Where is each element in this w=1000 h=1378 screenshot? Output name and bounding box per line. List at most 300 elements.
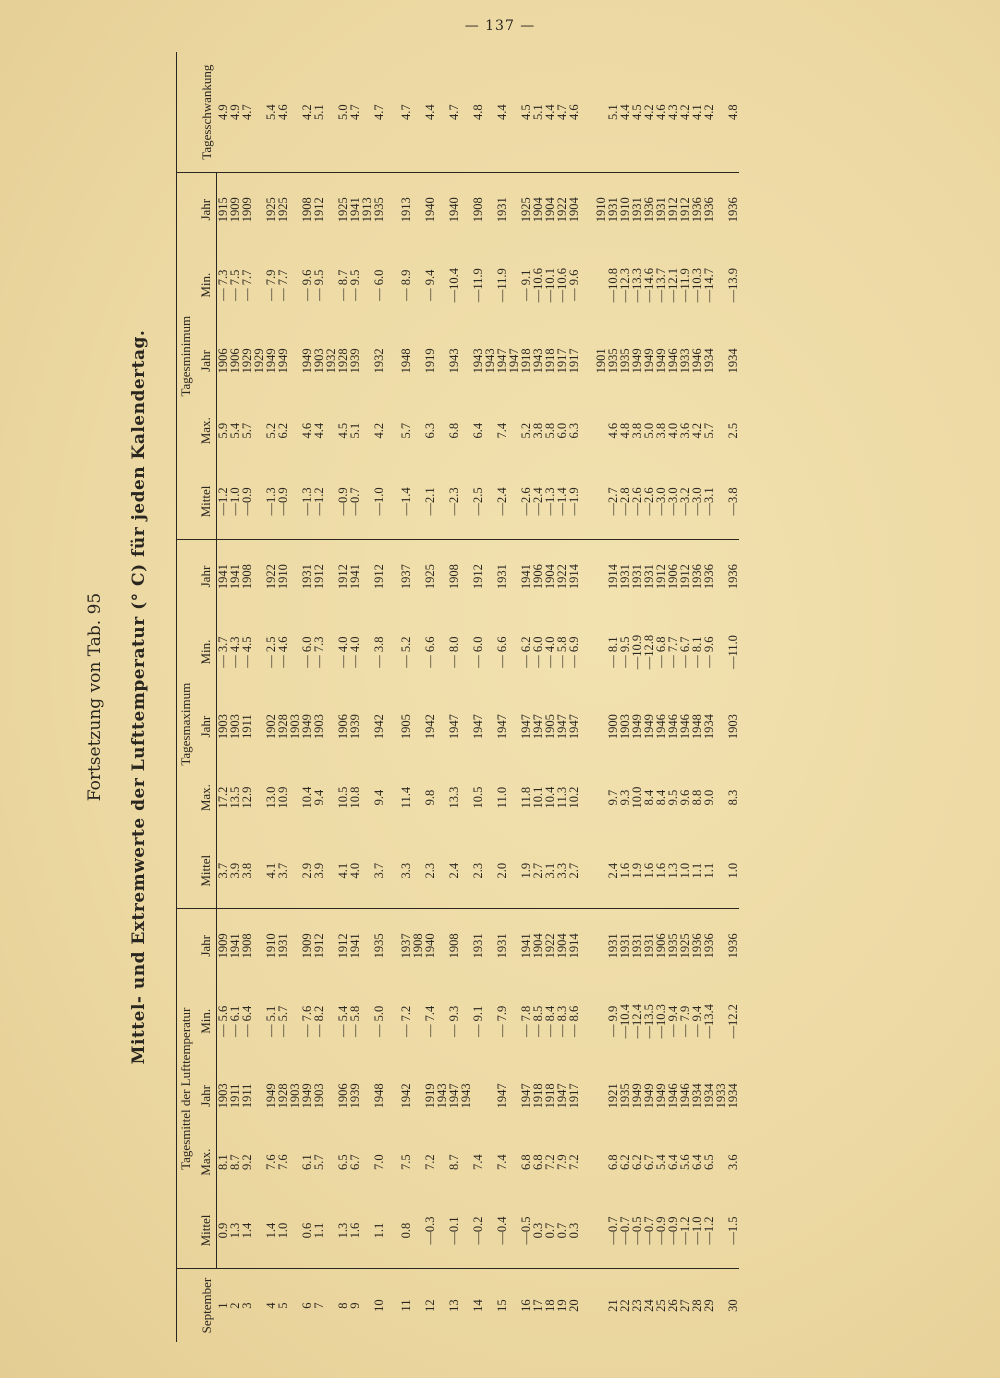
table-cell: 1909 xyxy=(241,173,253,246)
table-cell: 1931 xyxy=(607,173,619,246)
table-row xyxy=(595,52,607,1342)
table-cell: — 7.4 xyxy=(423,1005,437,1037)
table-cell: —2.4 xyxy=(495,487,509,516)
table-cell: 1949 xyxy=(300,1083,314,1109)
table-cell: 1918 xyxy=(519,348,533,374)
table-row xyxy=(532,52,544,1342)
table-row xyxy=(301,52,313,1342)
table-cell: 7.4 xyxy=(471,1154,485,1170)
table-cell: 2.0 xyxy=(495,862,509,879)
table-row xyxy=(484,52,496,1342)
table-cell: 4.8 xyxy=(726,104,740,120)
table-cell: 1909 xyxy=(217,909,230,982)
table-cell: 5.7 xyxy=(240,422,254,439)
table-cell: 1918 xyxy=(531,1083,545,1109)
table-cell: —10.6 xyxy=(531,268,545,303)
table-cell: 2.3 xyxy=(423,862,437,879)
table-cell: 1946 xyxy=(690,348,704,374)
table-cell: — 9.5 xyxy=(312,269,326,301)
table-cell: 4.2 xyxy=(642,104,656,120)
table-cell: 2.4 xyxy=(447,862,461,879)
table-title: Mittel- und Extremwerte der Lufttemperatur (° C) für jeden Kalendertag. xyxy=(129,329,149,1065)
table-cell: 1946 xyxy=(678,1083,692,1109)
table-cell: 1906 xyxy=(336,714,350,740)
spacer-cell xyxy=(580,691,595,762)
table-cell: 9.5 xyxy=(666,789,680,806)
table-cell: 6.4 xyxy=(690,1154,704,1170)
table-cell: — 8.3 xyxy=(555,1005,569,1037)
table-cell: —2.6 xyxy=(519,487,533,516)
table-cell: 1941 xyxy=(520,540,532,613)
table-cell: — 9.3 xyxy=(447,1005,461,1037)
table-cell: 1948 xyxy=(399,348,413,374)
table-cell: 3.6 xyxy=(726,1154,740,1170)
table-cell: 3.9 xyxy=(228,862,242,879)
table-cell: 1911 xyxy=(228,1083,242,1109)
table-cell: 1914 xyxy=(568,540,580,613)
table-cell: 1917 xyxy=(567,348,581,374)
table-cell: 4.2 xyxy=(690,422,704,439)
table-cell: —3.0 xyxy=(654,487,668,516)
table-cell: 7.2 xyxy=(423,1154,437,1170)
table-row xyxy=(217,52,230,1342)
table-cell: —2.6 xyxy=(642,487,656,516)
table-cell: —2.4 xyxy=(531,487,545,516)
table-cell: 8.4 xyxy=(654,789,668,806)
table-cell: 1931 xyxy=(643,909,655,982)
table-cell: — 7.7 xyxy=(240,269,254,301)
table-cell: —1.0 xyxy=(228,487,242,516)
table-cell: — 5.8 xyxy=(348,1005,362,1037)
table-cell: 11.4 xyxy=(399,786,413,809)
spacer-cell xyxy=(580,540,595,613)
table-cell: 1928 xyxy=(276,1083,290,1109)
table-cell: 3 xyxy=(241,1269,253,1342)
table-cell: 30 xyxy=(727,1269,739,1342)
table-cell: 1908 xyxy=(241,540,253,613)
table-cell: 1939 xyxy=(348,348,362,374)
table-cell: 1947 xyxy=(567,714,581,740)
table-cell: 1947 xyxy=(495,1083,509,1109)
table-cell: 4.4 xyxy=(543,104,557,120)
table-cell: 1925 xyxy=(424,540,436,613)
tagesschwankung-header: Tagesschwankung xyxy=(198,64,214,160)
table-cell: —10.1 xyxy=(543,268,557,303)
table-cell: — 6.7 xyxy=(678,636,692,668)
spacer-cell xyxy=(385,1193,400,1269)
table-cell: 5.0 xyxy=(642,422,656,439)
table-cell: 1929 xyxy=(240,348,254,374)
table-cell: 5.4 xyxy=(654,1154,668,1170)
tagesmaximum-group-header: Tagesmaximum xyxy=(176,540,196,909)
table-cell: 1947 xyxy=(495,714,509,740)
table-cell: 1901 xyxy=(594,348,608,374)
table-cell: 1903 xyxy=(216,714,230,740)
table-cell: 8.8 xyxy=(690,789,704,806)
table-cell: 1903 xyxy=(312,714,326,740)
table-cell: 1929 xyxy=(252,348,266,374)
table-cell: —14.7 xyxy=(702,268,716,303)
table-cell: — 8.5 xyxy=(531,1005,545,1037)
table-cell: 1949 xyxy=(642,1083,656,1109)
table-cell: — 6.8 xyxy=(654,636,668,668)
table-cell: 1.0 xyxy=(726,862,740,879)
table-cell: 2.7 xyxy=(567,862,581,879)
table-cell: —0.1 xyxy=(447,1216,461,1245)
table-cell: — 6.1 xyxy=(228,1005,242,1037)
spacer-cell xyxy=(385,982,400,1060)
table-cell: 6.8 xyxy=(606,1154,620,1170)
table-row xyxy=(619,52,631,1342)
table-cell: 1934 xyxy=(726,348,740,374)
table-cell: 1903 xyxy=(312,1083,326,1109)
table-row xyxy=(337,52,349,1342)
table-cell: 5.1 xyxy=(606,104,620,120)
table-cell: 8.3 xyxy=(726,789,740,806)
table-cell: 1921 xyxy=(606,1083,620,1109)
spacer-cell xyxy=(580,398,595,464)
table-cell: 1942 xyxy=(423,714,437,740)
table-cell: 10.2 xyxy=(567,786,581,809)
table-cell: 10.8 xyxy=(348,786,362,809)
table-cell: 2 xyxy=(229,1269,241,1342)
table-cell: 4.4 xyxy=(312,422,326,439)
table-cell: 1935 xyxy=(667,909,679,982)
col-mittel: Mittel xyxy=(196,464,217,540)
table-cell: 1.1 xyxy=(312,1222,326,1239)
table-cell: 1904 xyxy=(556,909,568,982)
table-cell: — 6.0 xyxy=(471,636,485,668)
table-cell: 1947 xyxy=(519,1083,533,1109)
table-cell: 5.1 xyxy=(312,104,326,120)
table-cell: 6.5 xyxy=(702,1154,716,1170)
table-cell: 6.0 xyxy=(555,422,569,439)
table-cell: 1928 xyxy=(276,714,290,740)
tagesminimum-group-header: Tagesminimum xyxy=(176,173,196,540)
table-cell: 5.2 xyxy=(519,422,533,439)
table-cell: — 5.6 xyxy=(216,1005,230,1037)
table-cell: 1917 xyxy=(555,348,569,374)
tagesmittel-group-header: Tagesmittel der Lufttemperatur xyxy=(176,909,196,1269)
table-cell: 1940 xyxy=(424,909,436,982)
col-min: Min. xyxy=(196,246,217,324)
table-cell: 4.5 xyxy=(630,104,644,120)
table-cell: 0.3 xyxy=(531,1222,545,1239)
table-cell: 7.6 xyxy=(276,1154,290,1170)
table-cell: 1906 xyxy=(655,909,667,982)
table-cell: 1943 xyxy=(471,348,485,374)
spacer-cell xyxy=(385,52,400,173)
page-number: — 137 — xyxy=(464,18,536,34)
table-cell: 6.2 xyxy=(276,422,290,439)
table-cell: 1933 xyxy=(714,1083,728,1109)
table-cell: — 7.5 xyxy=(228,269,242,301)
table-cell: 1936 xyxy=(703,909,715,982)
spacer-cell xyxy=(385,909,400,982)
table-cell: 10.9 xyxy=(276,786,290,809)
table-cell: 1.1 xyxy=(690,862,704,879)
table-cell: — 8.1 xyxy=(606,636,620,668)
table-row xyxy=(607,52,619,1342)
table-cell: 6.5 xyxy=(336,1154,350,1170)
table-cell: — 9.5 xyxy=(348,269,362,301)
table-cell: 1925 xyxy=(265,173,277,246)
table-row xyxy=(520,52,532,1342)
table-cell: 1925 xyxy=(520,173,532,246)
table-cell: 1910 xyxy=(265,909,277,982)
table-cell: 4.1 xyxy=(690,104,704,120)
table-cell: 9.7 xyxy=(606,789,620,806)
table-cell: 1949 xyxy=(300,348,314,374)
table-cell: —0.9 xyxy=(666,1216,680,1245)
table-cell: 5.0 xyxy=(336,104,350,120)
table-cell: 14 xyxy=(472,1269,484,1342)
table-cell: 16 xyxy=(520,1269,532,1342)
spacer-cell xyxy=(580,246,595,324)
table-cell: 21 xyxy=(607,1269,619,1342)
table-cell: 1940 xyxy=(448,173,460,246)
table-cell: 1937 xyxy=(400,909,412,982)
table-cell: 1908 xyxy=(448,909,460,982)
table-cell: 1931 xyxy=(631,540,643,613)
table-cell: 13.0 xyxy=(264,786,278,809)
table-cell: 4.7 xyxy=(555,104,569,120)
table-cell: —2.8 xyxy=(618,487,632,516)
table-cell: 19 xyxy=(556,1269,568,1342)
table-row xyxy=(277,52,289,1342)
table-cell: —13.5 xyxy=(642,1004,656,1039)
table-cell: 4.0 xyxy=(666,422,680,439)
table-row xyxy=(361,52,373,1342)
spacer-cell xyxy=(580,1193,595,1269)
table-cell: —12.4 xyxy=(630,1004,644,1039)
table-cell: 4.3 xyxy=(666,104,680,120)
table-cell: 8.4 xyxy=(642,789,656,806)
table-cell: 0.3 xyxy=(567,1222,581,1239)
table-cell: 5 xyxy=(277,1269,289,1342)
table-cell: 6.4 xyxy=(666,1154,680,1170)
spacer-cell xyxy=(385,324,400,397)
table-cell: 7.2 xyxy=(567,1154,581,1170)
table-cell: 9.6 xyxy=(678,789,692,806)
table-cell: 1919 xyxy=(423,348,437,374)
table-cell: 27 xyxy=(679,1269,691,1342)
table-cell: 4.7 xyxy=(372,104,386,120)
table-cell: 1936 xyxy=(643,173,655,246)
table-cell: 4.0 xyxy=(348,862,362,879)
table-cell: — 7.3 xyxy=(312,636,326,668)
table-cell: —1.0 xyxy=(372,487,386,516)
table-cell: — 4.3 xyxy=(228,636,242,668)
spacer-cell xyxy=(385,398,400,464)
table-row xyxy=(229,52,241,1342)
table-cell: 1931 xyxy=(619,540,631,613)
table-cell: 1946 xyxy=(666,348,680,374)
table-cell: 7.5 xyxy=(399,1154,413,1170)
table-cell: —0.9 xyxy=(654,1216,668,1245)
table-cell: 1939 xyxy=(348,714,362,740)
table-cell: 1 xyxy=(217,1269,230,1342)
table-cell: 1941 xyxy=(217,540,230,613)
table-cell: 1943 xyxy=(459,1083,473,1109)
table-cell: — 6.4 xyxy=(240,1005,254,1037)
table-cell: 4.6 xyxy=(567,104,581,120)
spacer-cell xyxy=(580,464,595,540)
table-cell: 17 xyxy=(532,1269,544,1342)
table-cell: 11.3 xyxy=(555,786,569,809)
table-cell: 1949 xyxy=(642,714,656,740)
table-cell: 1910 xyxy=(277,540,289,613)
table-cell: —1.2 xyxy=(702,1216,716,1245)
table-cell: —1.4 xyxy=(399,487,413,516)
spacer-cell xyxy=(385,613,400,691)
table-cell: 1925 xyxy=(679,909,691,982)
table-cell: 1912 xyxy=(655,540,667,613)
table-cell: 10.0 xyxy=(630,786,644,809)
table-cell: 1931 xyxy=(496,173,508,246)
spacer-cell xyxy=(580,982,595,1060)
table-cell: 17.2 xyxy=(216,786,230,809)
table-cell: 1903 xyxy=(618,714,632,740)
table-row xyxy=(715,52,727,1342)
table-cell: — 4.6 xyxy=(276,636,290,668)
table-cell: 1931 xyxy=(655,173,667,246)
table-cell: 1931 xyxy=(643,540,655,613)
table-cell: 1915 xyxy=(217,173,230,246)
table-cell: —2.1 xyxy=(423,487,437,516)
table-cell: — 9.1 xyxy=(519,269,533,301)
table-cell: 20 xyxy=(568,1269,580,1342)
table-cell: 6.3 xyxy=(567,422,581,439)
table-cell: — 9.6 xyxy=(567,269,581,301)
table-cell: 1914 xyxy=(568,909,580,982)
table-cell: 9.8 xyxy=(423,789,437,806)
table-cell: 4.4 xyxy=(618,104,632,120)
table-cell: 7.9 xyxy=(555,1154,569,1170)
table-cell: 7 xyxy=(313,1269,325,1342)
table-cell: — 6.0 xyxy=(531,636,545,668)
table-cell: 1931 xyxy=(301,540,313,613)
table-cell: 6 xyxy=(301,1269,313,1342)
table-cell: — 7.9 xyxy=(495,1005,509,1037)
spacer-cell xyxy=(580,324,595,397)
table-cell: — 6.2 xyxy=(519,636,533,668)
table-cell: 2.5 xyxy=(726,422,740,439)
table-cell: —1.4 xyxy=(555,487,569,516)
table-cell: 1908 xyxy=(241,909,253,982)
table-cell: 1931 xyxy=(631,173,643,246)
table-cell: 1946 xyxy=(666,1083,680,1109)
table-cell: 1941 xyxy=(229,909,241,982)
table-cell: 1912 xyxy=(337,540,349,613)
table-cell: 1912 xyxy=(373,540,385,613)
table-cell: 1949 xyxy=(300,714,314,740)
table-cell: — 3.8 xyxy=(372,636,386,668)
table-row xyxy=(580,52,595,1342)
table-cell: 1.4 xyxy=(240,1222,254,1239)
table-cell: —1.3 xyxy=(264,487,278,516)
table-cell: — 9.4 xyxy=(666,1005,680,1037)
table-cell: 1947 xyxy=(447,1083,461,1109)
table-cell: 4.7 xyxy=(240,104,254,120)
table-cell: — 4.5 xyxy=(240,636,254,668)
table-cell: 4.7 xyxy=(348,104,362,120)
table-cell: —13.9 xyxy=(726,268,740,303)
table-cell: 1.0 xyxy=(276,1222,290,1239)
table-cell: 1912 xyxy=(679,173,691,246)
table-cell: 1946 xyxy=(678,714,692,740)
table-cell: 1.9 xyxy=(519,862,533,879)
table-cell: —1.2 xyxy=(312,487,326,516)
table-cell: —13.7 xyxy=(654,268,668,303)
table-cell: — 4.0 xyxy=(543,636,557,668)
table-cell: 7.6 xyxy=(264,1154,278,1170)
table-cell: 1.3 xyxy=(666,862,680,879)
table-cell: 1903 xyxy=(216,1083,230,1109)
table-cell: 11.8 xyxy=(519,786,533,809)
table-cell: 10 xyxy=(373,1269,385,1342)
table-cell: 5.7 xyxy=(702,422,716,439)
table-cell: 1946 xyxy=(654,714,668,740)
table-cell: 1931 xyxy=(277,909,289,982)
table-cell: 1937 xyxy=(400,540,412,613)
table-cell: 6.8 xyxy=(519,1154,533,1170)
spacer-cell xyxy=(385,464,400,540)
col-jahr: Jahr xyxy=(196,324,217,397)
table-cell: —3.0 xyxy=(690,487,704,516)
table-cell: —14.6 xyxy=(642,268,656,303)
table-cell: 10.5 xyxy=(336,786,350,809)
table-cell: 1931 xyxy=(607,909,619,982)
spacer-cell xyxy=(580,1269,595,1342)
table-row xyxy=(448,52,460,1342)
spacer-cell xyxy=(385,540,400,613)
table-cell: —10.6 xyxy=(555,268,569,303)
table-cell: — 7.7 xyxy=(666,636,680,668)
table-cell: 1.1 xyxy=(702,862,716,879)
table-cell: 1934 xyxy=(702,348,716,374)
table-cell: —0.7 xyxy=(606,1216,620,1245)
table-cell: 1936 xyxy=(691,909,703,982)
table-cell: — 5.4 xyxy=(336,1005,350,1037)
table-cell: —2.5 xyxy=(471,487,485,516)
table-body xyxy=(217,52,740,1342)
temperature-table xyxy=(176,52,739,1342)
table-cell: — 7.2 xyxy=(399,1005,413,1037)
table-cell: —1.0 xyxy=(690,1216,704,1245)
table-cell: 1947 xyxy=(507,348,521,374)
table-cell: 1908 xyxy=(448,540,460,613)
spacer-cell xyxy=(580,1131,595,1193)
table-row xyxy=(400,52,412,1342)
table-cell: —0.4 xyxy=(495,1216,509,1245)
table-cell: — 6.6 xyxy=(423,636,437,668)
table-cell: 13 xyxy=(448,1269,460,1342)
table-cell: 1922 xyxy=(556,173,568,246)
table-cell: 3.7 xyxy=(276,862,290,879)
table-cell: 1911 xyxy=(240,1083,254,1109)
table-cell: 1931 xyxy=(619,909,631,982)
table-cell: — 7.7 xyxy=(276,269,290,301)
table-cell: 0.7 xyxy=(543,1222,557,1239)
table-cell: 1922 xyxy=(544,909,556,982)
table-cell: 1947 xyxy=(447,714,461,740)
table-cell: 13.5 xyxy=(228,786,242,809)
table-cell: 1912 xyxy=(313,540,325,613)
table-cell: — 7.3 xyxy=(216,269,230,301)
table-cell: 1917 xyxy=(567,1083,581,1109)
table-cell: 1942 xyxy=(399,1083,413,1109)
